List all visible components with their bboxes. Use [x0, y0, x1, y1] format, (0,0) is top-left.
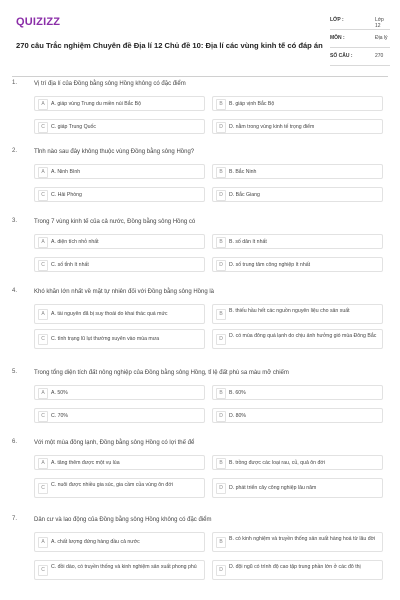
quizizz-logo: QUIZIZZ	[16, 16, 61, 28]
option-letter: A	[38, 99, 48, 110]
option-letter: D	[216, 122, 226, 133]
header-divider	[12, 76, 388, 77]
option-letter: D	[216, 411, 226, 422]
option-text: B. thiếu hầu hết các nguồn nguyên liệu cho sản xuất	[229, 308, 350, 314]
meta-row-count	[330, 48, 390, 66]
option-a[interactable]	[34, 385, 205, 400]
question-text: Dân cư và lao động của Đồng bằng sông Hồng không có đặc điểm	[34, 517, 212, 523]
meta-row-subject	[330, 30, 390, 48]
option-letter: B	[216, 309, 226, 320]
question-text: Với một mùa đông lạnh, Đồng bằng sông Hồng có lợi thế để	[34, 440, 195, 446]
meta-value: Địa lý	[375, 35, 388, 41]
question-number: 1.	[12, 80, 18, 86]
meta-label: LỚP :	[330, 17, 344, 23]
option-a[interactable]	[34, 304, 205, 324]
option-c[interactable]	[34, 408, 205, 423]
question-number: 6.	[12, 439, 18, 445]
option-text: B. Bắc Ninh	[229, 169, 257, 175]
option-letter: B	[216, 99, 226, 110]
question-number: 7.	[12, 516, 18, 522]
option-b[interactable]	[212, 385, 383, 400]
option-b[interactable]	[212, 164, 383, 179]
option-text: B. có kinh nghiệm và truyền thống sản xuất hàng hoá từ lâu đời	[229, 536, 376, 542]
question-number: 5.	[12, 369, 18, 375]
option-letter: D	[216, 565, 226, 576]
meta-value: 270	[375, 53, 384, 59]
option-text: D. đội ngũ có trình độ cao tập trung phần lớn ở các đô thị	[229, 564, 361, 570]
option-a[interactable]	[34, 96, 205, 111]
option-text: D. Bắc Giang	[229, 192, 260, 198]
meta-label: MÔN :	[330, 35, 345, 41]
option-letter: C	[38, 334, 48, 345]
option-letter: C	[38, 122, 48, 133]
option-text: D. số trung tâm công nghiệp ít nhất	[229, 262, 311, 268]
question-number: 4.	[12, 288, 18, 294]
option-letter: B	[216, 388, 226, 399]
option-d[interactable]	[212, 119, 383, 134]
option-c[interactable]	[34, 119, 205, 134]
question-text: Tỉnh nào sau đây không thuộc vùng Đồng bằng sông Hồng?	[34, 149, 195, 155]
option-letter: A	[38, 537, 48, 548]
option-text: C. số tỉnh ít nhất	[51, 262, 89, 268]
option-letter: A	[38, 309, 48, 320]
option-letter: B	[216, 458, 226, 469]
option-c[interactable]	[34, 187, 205, 202]
question-text: Trong 7 vùng kinh tế của cả nước, Đồng bằng sông Hồng có	[34, 219, 196, 225]
option-text: C. 70%	[51, 413, 69, 419]
option-letter: C	[38, 190, 48, 201]
option-text: A. 50%	[51, 390, 68, 396]
question-number: 2.	[12, 148, 18, 154]
option-text: A. giáp vùng Trung du miền núi Bắc Bộ	[51, 101, 141, 107]
option-letter: A	[38, 237, 48, 248]
option-a[interactable]	[34, 455, 205, 470]
option-letter: C	[38, 411, 48, 422]
meta-row-grade	[330, 12, 390, 30]
option-letter: C	[38, 565, 48, 576]
option-text: C. nuôi được nhiều gia súc, gia cầm của vùng ôn đới	[51, 482, 173, 488]
option-letter: A	[38, 458, 48, 469]
option-letter: C	[38, 483, 48, 494]
meta-value: Lớp 12	[375, 17, 384, 29]
option-text: C. Hải Phòng	[51, 192, 82, 198]
option-text: C. đồi dào, có truyền thống và kinh nghiệm sản xuất phong phú	[51, 564, 197, 570]
option-b[interactable]	[212, 96, 383, 111]
option-text: D. 80%	[229, 413, 247, 419]
option-text: D. nằm trong vùng kinh tế trọng điểm	[229, 124, 315, 130]
option-a[interactable]	[34, 532, 205, 552]
option-letter: D	[216, 334, 226, 345]
option-a[interactable]	[34, 234, 205, 249]
option-text: B. trồng được các loại rau, củ, quả ôn đới	[229, 460, 325, 466]
option-letter: A	[38, 167, 48, 178]
option-letter: C	[38, 260, 48, 271]
option-text: A. tài nguyên đã bị suy thoái do khai thác quá mức	[51, 311, 168, 317]
question-text: Trong tổng diện tích đất nông nghiệp của Đồng bằng sông Hồng, tỉ lệ đất phù sa màu mỡ chiếm	[34, 370, 289, 376]
option-letter: D	[216, 260, 226, 271]
option-c[interactable]	[34, 329, 205, 349]
option-letter: D	[216, 483, 226, 494]
option-d[interactable]	[212, 560, 383, 580]
option-d[interactable]	[212, 478, 383, 498]
meta-box	[330, 12, 390, 66]
option-text: B. giáp vịnh Bắc Bộ	[229, 101, 275, 107]
question-number: 3.	[12, 218, 18, 224]
option-letter: D	[216, 190, 226, 201]
option-text: C. tình trạng lũ lụt thường xuyên vào mùa mưa	[51, 336, 160, 342]
option-text: D. phát triển cây công nghiệp lâu năm	[229, 485, 317, 491]
question-text: Vị trí địa lí của Đồng bằng sông Hồng không có đặc điểm	[34, 81, 186, 87]
option-d[interactable]	[212, 408, 383, 423]
option-b[interactable]	[212, 532, 383, 552]
option-d[interactable]	[212, 257, 383, 272]
question-text: Khó khăn lớn nhất về mặt tự nhiên đối với Đồng bằng sông Hồng là	[34, 289, 214, 295]
page-title: 270 câu Trắc nghiệm Chuyên đề Địa lí 12 Chủ đề 10: Địa lí các vùng kinh tế có đáp án	[16, 41, 323, 50]
option-b[interactable]	[212, 304, 383, 324]
worksheet-header	[12, 12, 388, 72]
option-text: B. số dân ít nhất	[229, 239, 267, 245]
option-c[interactable]	[34, 560, 205, 580]
option-text: A. diện tích nhỏ nhất	[51, 239, 99, 245]
option-text: D. có mùa đông quá lạnh do chịu ảnh hưởng gió mùa Đông Bắc	[229, 333, 377, 339]
option-c[interactable]	[34, 478, 205, 498]
option-text: A. Ninh Bình	[51, 169, 81, 175]
option-text: A. chất lượng đứng hàng đầu cả nước	[51, 539, 140, 545]
option-letter: B	[216, 537, 226, 548]
option-b[interactable]	[212, 455, 383, 470]
option-letter: B	[216, 167, 226, 178]
option-letter: B	[216, 237, 226, 248]
option-c[interactable]	[34, 257, 205, 272]
option-d[interactable]	[212, 187, 383, 202]
option-text: B. 60%	[229, 390, 246, 396]
meta-label: SỐ CÂU :	[330, 53, 353, 59]
option-text: A. tăng thêm được một vụ lúa	[51, 460, 120, 466]
option-a[interactable]	[34, 164, 205, 179]
option-d[interactable]	[212, 329, 383, 349]
option-text: C. giáp Trung Quốc	[51, 124, 96, 130]
option-b[interactable]	[212, 234, 383, 249]
option-letter: A	[38, 388, 48, 399]
